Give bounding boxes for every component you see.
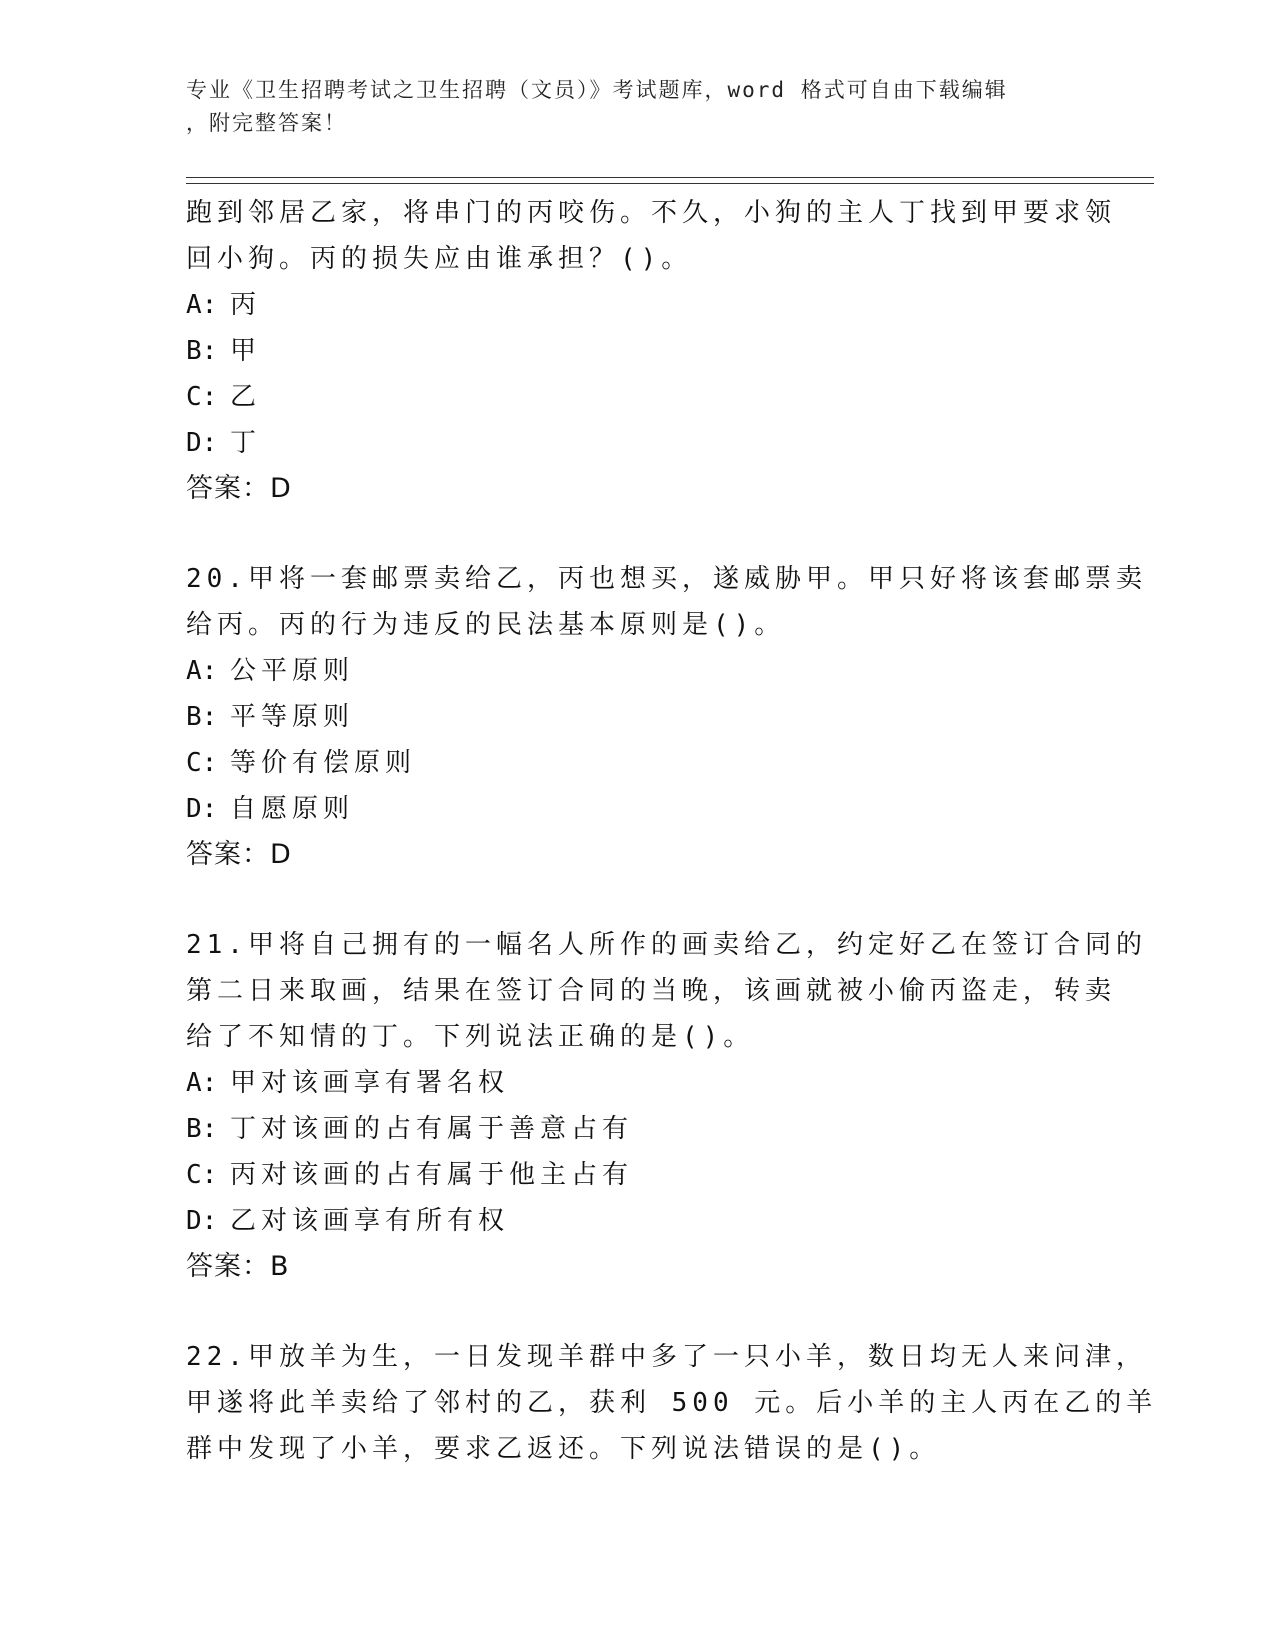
option-b <box>186 694 1106 740</box>
option-label: C: <box>186 748 218 778</box>
question-stem-line: 给了不知情的丁。下列说法正确的是()。 <box>186 1022 755 1052</box>
option-a <box>186 648 1106 694</box>
option-text: 公平原则 <box>230 656 355 686</box>
option-a <box>186 282 1106 328</box>
question-19 <box>186 190 1117 512</box>
option-text: 等价有偿原则 <box>230 748 417 778</box>
option-label: D: <box>186 428 218 458</box>
option-text: 乙 <box>230 382 262 412</box>
header-line-2: ，附完整答案！ <box>186 111 347 135</box>
option-c <box>186 374 1106 420</box>
option-text: 平等原则 <box>230 702 355 732</box>
question-stem-line: 22.甲放羊为生，一日发现羊群中多了一只小羊，数日均无人来问津， <box>186 1342 1147 1372</box>
option-label: C: <box>186 1160 218 1190</box>
question-stem-line: 给丙。丙的行为违反的民法基本原则是()。 <box>186 610 786 640</box>
option-label: D: <box>186 794 218 824</box>
option-text: 乙对该画享有所有权 <box>230 1206 510 1236</box>
option-label: B: <box>186 702 218 732</box>
option-text: 丁 <box>230 428 262 458</box>
question-stem-line: 甲遂将此羊卖给了邻村的乙，获利 500 元。后小羊的主人丙在乙的羊 <box>186 1388 1158 1418</box>
question-20 <box>186 556 1147 878</box>
option-c <box>186 740 1106 786</box>
question-stem-line: 回小狗。丙的损失应由谁承担？()。 <box>186 244 693 274</box>
option-c <box>186 1152 1106 1198</box>
header-rule-top <box>186 177 1154 178</box>
question-stem-line: 第二日来取画，结果在签订合同的当晚，该画就被小偷丙盗走，转卖 <box>186 976 1117 1006</box>
option-label: C: <box>186 382 218 412</box>
header-line-1: 专业《卫生招聘考试之卫生招聘（文员）》考试题库，word 格式可自由下载编辑 <box>186 78 1008 102</box>
option-label: A: <box>186 290 218 320</box>
option-d <box>186 786 1106 832</box>
option-label: B: <box>186 336 218 366</box>
question-22 <box>186 1334 1158 1472</box>
answer: 答案：D <box>186 473 292 504</box>
option-text: 甲 <box>230 336 262 366</box>
option-label: A: <box>186 656 218 686</box>
option-a <box>186 1060 1106 1106</box>
answer: 答案：D <box>186 839 292 870</box>
option-b <box>186 1106 1106 1152</box>
option-text: 丙对该画的占有属于他主占有 <box>230 1160 634 1190</box>
option-text: 甲对该画享有署名权 <box>230 1068 510 1098</box>
answer: 答案：B <box>186 1251 290 1282</box>
option-text: 丁对该画的占有属于善意占有 <box>230 1114 634 1144</box>
document-header <box>186 74 1086 140</box>
header-rule-bottom <box>186 183 1154 184</box>
question-stem-line: 群中发现了小羊，要求乙返还。下列说法错误的是()。 <box>186 1434 941 1464</box>
question-stem-line: 21.甲将自己拥有的一幅名人所作的画卖给乙，约定好乙在签订合同的 <box>186 930 1147 960</box>
option-label: A: <box>186 1068 218 1098</box>
option-text: 自愿原则 <box>230 794 355 824</box>
option-label: D: <box>186 1206 218 1236</box>
question-21 <box>186 922 1147 1290</box>
question-list <box>186 190 1158 1472</box>
option-text: 丙 <box>230 290 262 320</box>
option-d <box>186 420 1106 466</box>
option-b <box>186 328 1106 374</box>
option-d <box>186 1198 1106 1244</box>
option-label: B: <box>186 1114 218 1144</box>
question-stem-line: 20.甲将一套邮票卖给乙，丙也想买，遂威胁甲。甲只好将该套邮票卖 <box>186 564 1147 594</box>
question-stem-line: 跑到邻居乙家，将串门的丙咬伤。不久，小狗的主人丁找到甲要求领 <box>186 198 1117 228</box>
